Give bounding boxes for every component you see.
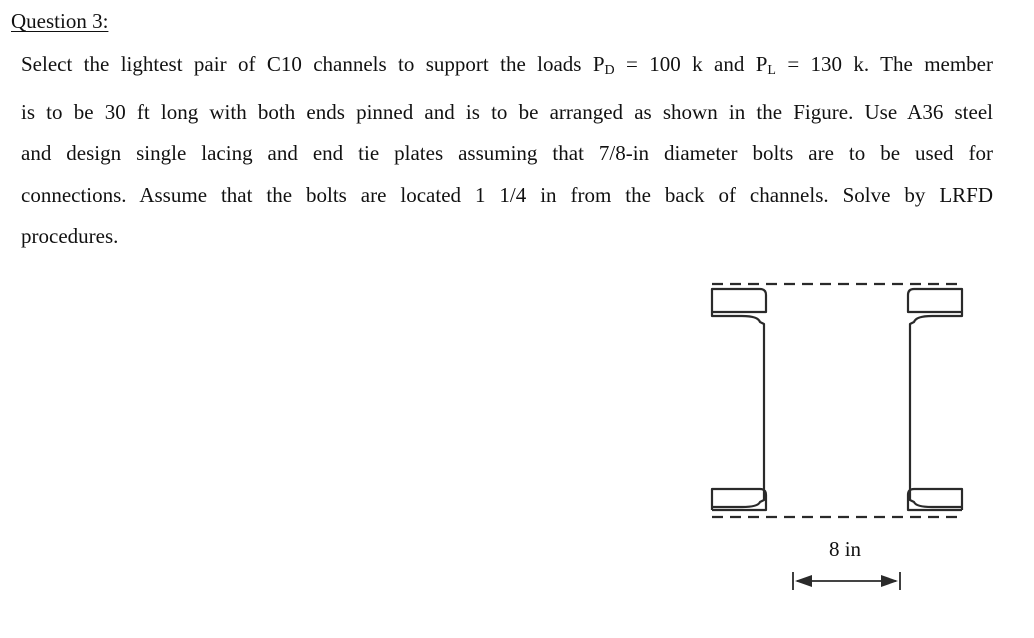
pl-subscript: L <box>767 63 776 78</box>
text-before-pd: Select the lightest pair of C10 channels to support the loads P <box>21 52 605 76</box>
question-line-4: connections. Assume that the bolts are located 1 1/4 in from the back of channels. Solve by LRFD <box>21 182 993 207</box>
question-line-5: procedures. <box>21 224 119 248</box>
dimension-label: 8 in <box>828 537 862 561</box>
pd-subscript: D <box>604 63 615 78</box>
question-line-1 <box>21 44 993 92</box>
text-between-loads: = 100 k and P <box>614 52 768 76</box>
dimension-arrow <box>793 572 900 590</box>
right-channel <box>908 289 962 510</box>
question-line-3: and design single lacing and end tie plates assuming that 7/8-in diameter bolts are to be used for <box>21 141 993 165</box>
question-text <box>21 44 993 258</box>
text-after-pl: = 130 k. The member <box>775 52 993 76</box>
question-heading: Question 3: <box>11 9 109 33</box>
left-channel <box>712 289 766 510</box>
question-line-2: is to be 30 ft long with both ends pinned and is to be arranged as shown in the Figure. Use A36 steel <box>21 99 993 124</box>
